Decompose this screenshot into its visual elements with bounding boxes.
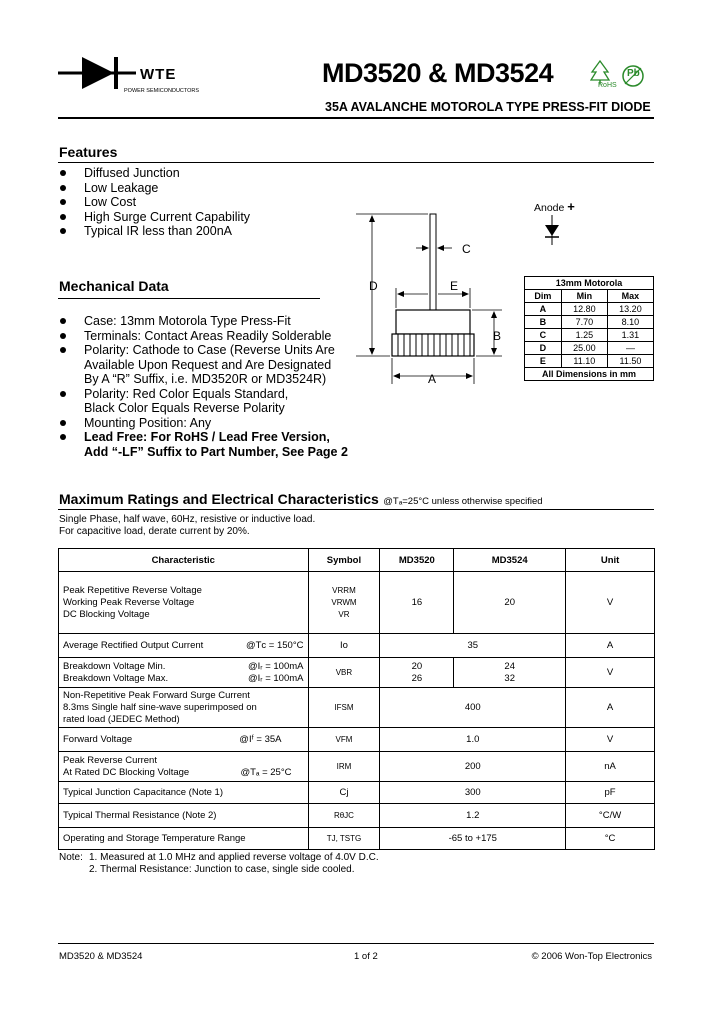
table-row: D 25.00 —	[525, 342, 654, 355]
logo-name: WTE	[140, 66, 177, 83]
list-item: Low Cost	[60, 195, 320, 210]
wte-logo-icon	[58, 55, 138, 91]
list-item: Case: 13mm Motorola Type Press-Fit	[60, 314, 360, 329]
footer-copyright: © 2006 Won-Top Electronics	[531, 951, 652, 962]
list-item: Typical IR less than 200nA	[60, 224, 320, 239]
notes-label: Note:	[59, 852, 83, 863]
dim-label-a: A	[428, 372, 437, 386]
anode-label: Anode +	[534, 199, 575, 214]
list-item: Lead Free: For RoHS / Lead Free Version, Add “-LF” Suffix to Part Number, See Page 2	[60, 430, 360, 459]
header-rule	[58, 117, 654, 119]
table-row: E 11.10 11.50	[525, 355, 654, 368]
ratings-header: Unit	[566, 549, 655, 572]
ratings-heading	[59, 491, 543, 509]
table-row: Non-Repetitive Peak Forward Surge Current 8.3ms Single half sine-wave superimposed on rated load (JEDEC Method) IFSM 400 A	[59, 688, 655, 728]
diode-symbol-icon	[540, 215, 564, 247]
ratings-note-2: For capacitive load, derate current by 20%.	[59, 526, 250, 537]
ratings-table	[58, 548, 655, 850]
list-item: Low Leakage	[60, 181, 320, 196]
footer-page-number: 1 of 2	[354, 951, 378, 962]
logo-subtitle: POWER SEMICONDUCTORS	[124, 88, 200, 94]
table-row: A 12.80 13.20	[525, 303, 654, 316]
dimension-table	[524, 276, 654, 381]
ratings-header: Symbol	[308, 549, 380, 572]
page-subtitle: 35A AVALANCHE MOTOROLA TYPE PRESS-FIT DIODE	[325, 100, 651, 114]
list-item: Mounting Position: Any	[60, 416, 360, 431]
list-item: Polarity: Cathode to Case (Reverse Units Are Available Upon Request and Are Designated By A “R” Suffix, i.e. MD3520R or MD3524R)	[60, 343, 360, 387]
dim-label-e: E	[450, 279, 459, 293]
table-row: Typical Thermal Resistance (Note 2) RθJC 1.2 °C/W	[59, 804, 655, 828]
table-row: C 1.25 1.31	[525, 329, 654, 342]
pb-label: Pb	[627, 68, 640, 79]
dim-table-footer: All Dimensions in mm	[525, 368, 654, 381]
ratings-header: Characteristic	[59, 549, 309, 572]
table-row: @Iᵣ = 100mA @Iᵣ = 100mA Breakdown Voltage Min. Breakdown Voltage Max. VBR 20 26 24 32 V	[59, 658, 655, 688]
ratings-header: MD3520	[380, 549, 454, 572]
ratings-rule	[58, 509, 654, 510]
table-row: Operating and Storage Temperature Range TJ, TSTG -65 to +175 °C	[59, 828, 655, 850]
features-list	[60, 166, 320, 239]
dim-label-c: C	[462, 242, 471, 256]
dim-header: Dim	[525, 290, 562, 303]
features-rule	[58, 162, 654, 163]
table-row: Forward Voltage @Iᶠ = 35A VFM 1.0 V	[59, 728, 655, 752]
dim-header: Min	[561, 290, 607, 303]
dim-label-d: D	[369, 279, 378, 293]
mechanical-title: Mechanical Data	[59, 278, 169, 294]
note-1: 1. Measured at 1.0 MHz and applied reverse voltage of 4.0V D.C.	[89, 852, 379, 863]
list-item: Diffused Junction	[60, 166, 320, 181]
page-title: MD3520 & MD3524	[322, 58, 554, 88]
table-row: Peak Repetitive Reverse Voltage Working Peak Reverse Voltage DC Blocking Voltage VRRM VRWM VR 16 20 V	[59, 572, 655, 634]
table-row: Average Rectified Output Current @Tᴄ = 150°C Io 35 A	[59, 634, 655, 658]
footer-part-number: MD3520 & MD3524	[59, 951, 143, 962]
dim-header: Max	[607, 290, 653, 303]
ratings-header: MD3524	[454, 549, 566, 572]
package-outline-diagram	[352, 208, 522, 398]
note-2: 2. Thermal Resistance: Junction to case, single side cooled.	[89, 864, 355, 875]
table-row: B 7.70 8.10	[525, 316, 654, 329]
table-row: @Tₐ = 25°C Peak Reverse Current At Rated DC Blocking Voltage IRM 200 nA	[59, 752, 655, 782]
list-item: Terminals: Contact Areas Readily Solderable	[60, 329, 360, 344]
mechanical-rule	[58, 298, 320, 299]
rohs-label: RoHS	[598, 82, 617, 89]
dim-table-title: 13mm Motorola	[525, 277, 654, 290]
list-item: Polarity: Red Color Equals Standard, Black Color Equals Reverse Polarity	[60, 387, 360, 416]
dim-label-b: B	[493, 329, 502, 343]
list-item: High Surge Current Capability	[60, 210, 320, 225]
ratings-title: Maximum Ratings and Electrical Characteristics	[59, 491, 379, 507]
table-row: Typical Junction Capacitance (Note 1) Cj 300 pF	[59, 782, 655, 804]
footer-rule	[58, 943, 654, 944]
features-title: Features	[59, 144, 118, 160]
ratings-note-1: Single Phase, half wave, 60Hz, resistive or inductive load.	[59, 514, 316, 525]
ratings-condition: @Tₐ=25°C unless otherwise specified	[383, 496, 543, 507]
mechanical-list	[60, 314, 360, 459]
